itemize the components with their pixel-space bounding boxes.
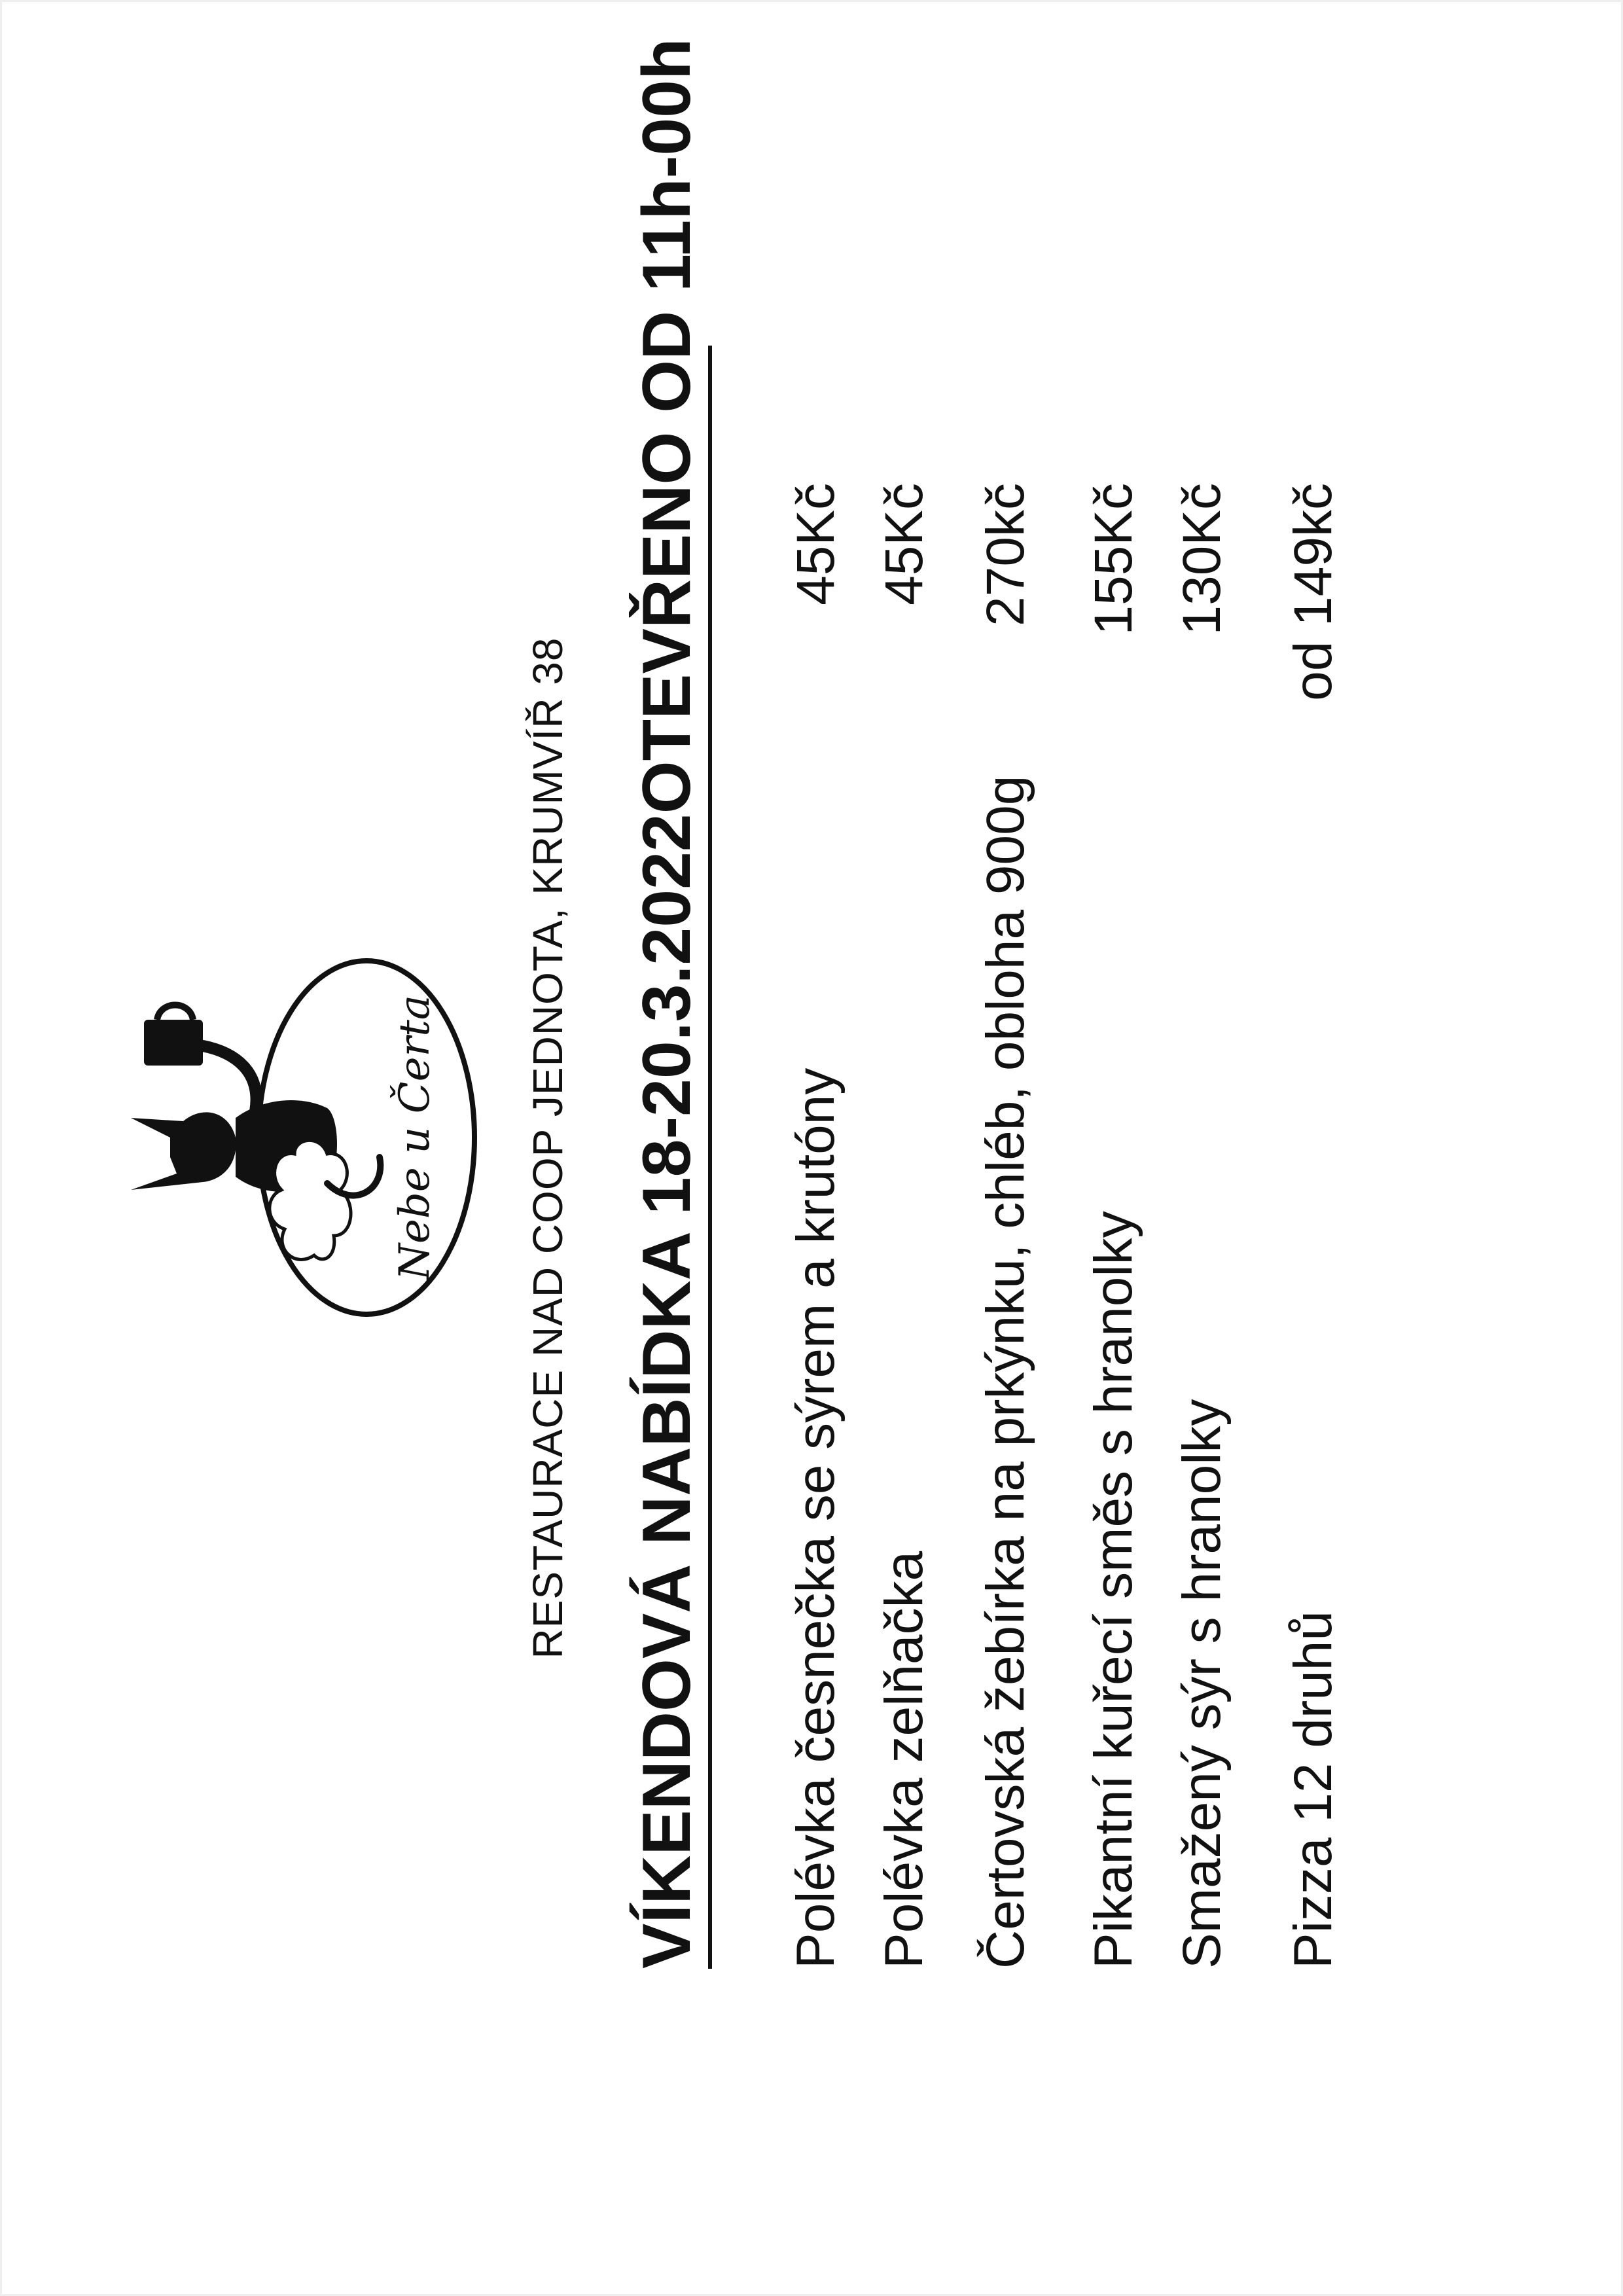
- menu-item-name: Smažený sýr s hranolky: [1172, 1399, 1232, 1969]
- menu-item-price: 155Kč: [1084, 483, 1143, 636]
- menu-item-name: Čertovská žebírka na prkýnku, chléb, obloha 900g: [976, 775, 1035, 1969]
- logo-text: Nebe u Čerta: [391, 995, 439, 1280]
- menu-item-price: 45Kč: [874, 483, 934, 605]
- restaurant-name: RESTAURACE NAD COOP JEDNOTA, KRUMVÍŘ 38: [524, 637, 571, 1659]
- menu-item: [1283, 483, 1344, 1969]
- opening-hours: OTEVŘENO OD 11h-00h: [629, 38, 705, 814]
- menu-item-price: od 149kč: [1283, 483, 1343, 701]
- menu-item: [975, 483, 1037, 1969]
- menu-item: [874, 483, 935, 1969]
- menu-item-price: 270kč: [976, 483, 1035, 626]
- offer-title: VÍKENDOVÁ NABÍDKA 18-20.3.2022: [629, 814, 705, 1969]
- menu-item: [1083, 483, 1145, 1969]
- menu-item: [1171, 483, 1233, 1969]
- menu-item-name: Pikantní kuřecí směs s hranolky: [1084, 1211, 1143, 1969]
- menu-item-price: 130Kč: [1172, 483, 1232, 636]
- menu-item-name: Polévka česnečka se sýrem a krutóny: [786, 1067, 846, 1969]
- menu-item-name: Pizza 12 druhů: [1283, 1610, 1343, 1969]
- menu-item: [785, 483, 847, 1969]
- menu-item-name: Polévka zelňačka: [874, 1551, 934, 1969]
- devil-with-beer-icon: [105, 935, 497, 1354]
- headline: [628, 38, 712, 1969]
- menu-item-price: 45Kč: [786, 483, 846, 605]
